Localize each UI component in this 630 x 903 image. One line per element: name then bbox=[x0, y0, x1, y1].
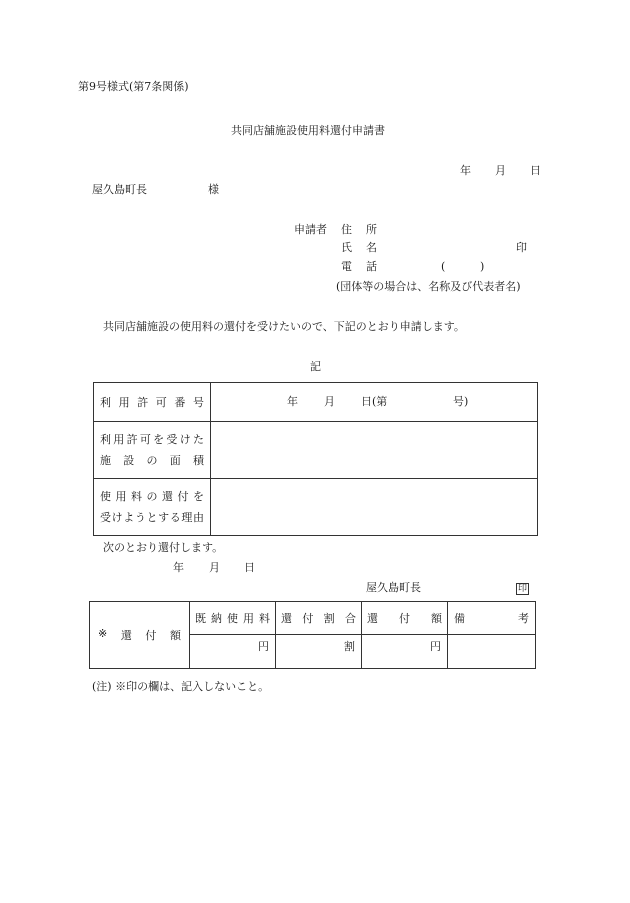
refund-ratio-value-cell[interactable] bbox=[276, 635, 362, 669]
permit-month-label: 月 bbox=[324, 395, 335, 408]
phone-label-1: 電 bbox=[341, 260, 352, 273]
refund-amount-header: 還 付 額 bbox=[367, 612, 442, 625]
remarks-header-1: 備 bbox=[454, 612, 465, 625]
refund-day-label: 日 bbox=[244, 561, 255, 574]
table-row bbox=[90, 602, 536, 635]
date-day-label: 日 bbox=[530, 164, 541, 177]
permit-number-value-cell[interactable] bbox=[211, 383, 538, 422]
paid-fee-header-cell bbox=[190, 602, 276, 635]
refund-ratio-header-cell bbox=[276, 602, 362, 635]
paid-fee-unit: 円 bbox=[258, 640, 269, 653]
refund-reason-label-cell bbox=[94, 479, 211, 536]
refund-amount-row-label: ※ 還 付 額 bbox=[98, 627, 181, 642]
remarks-header-2: 考 bbox=[518, 612, 529, 625]
refund-ratio-header: 還 付 割 合 bbox=[281, 612, 356, 625]
refund-amount-row-label-cell bbox=[90, 602, 190, 669]
table-row bbox=[94, 383, 538, 422]
facility-area-label-line1: 利 用 許 可 を 受 け た bbox=[100, 433, 204, 446]
remarks-value-cell[interactable] bbox=[448, 635, 536, 669]
permit-year-label: 年 bbox=[287, 395, 298, 408]
permit-number-suffix: 号) bbox=[453, 395, 469, 408]
refund-ratio-unit: 割 bbox=[344, 640, 355, 653]
table-row bbox=[94, 479, 538, 536]
remarks-header-cell bbox=[448, 602, 536, 635]
form-number: 第9号様式(第7条関係) bbox=[78, 80, 189, 93]
address-label-1: 住 bbox=[341, 223, 352, 236]
facility-area-value-cell[interactable] bbox=[211, 422, 538, 479]
paid-fee-header: 既 納 使 用 料 bbox=[195, 612, 270, 625]
mayor-name: 屋久島町長 bbox=[366, 581, 421, 594]
application-statement: 共同店舗施設の使用料の還付を受けたいので、下記のとおり申請します。 bbox=[103, 320, 465, 333]
refund-amount-value-cell[interactable] bbox=[362, 635, 448, 669]
permit-number-label: 利 用 許 可 番 号 bbox=[100, 396, 204, 409]
refund-year-label: 年 bbox=[173, 561, 184, 574]
mayor-seal-mark: 印 bbox=[518, 584, 528, 594]
refund-reason-label-line2: 受 け よ う と す る 理 由 bbox=[100, 511, 204, 524]
footnote: (注) ※印の欄は、記入しないこと。 bbox=[92, 680, 270, 693]
phone-paren-close: ) bbox=[480, 260, 485, 273]
name-label-2: 名 bbox=[366, 241, 377, 254]
paid-fee-value-cell[interactable] bbox=[190, 635, 276, 669]
mayor-seal bbox=[516, 581, 529, 595]
refund-reason-label-line1: 使 用 料 の 還 付 を bbox=[100, 490, 204, 503]
permit-table bbox=[93, 382, 538, 536]
refund-month-label: 月 bbox=[209, 561, 220, 574]
facility-area-label-cell bbox=[94, 422, 211, 479]
refund-amount-unit: 円 bbox=[430, 640, 441, 653]
applicant-label: 申請者 bbox=[294, 223, 327, 236]
address-label-2: 所 bbox=[366, 223, 377, 236]
addressee-honorific: 様 bbox=[208, 183, 219, 196]
date-year-label: 年 bbox=[460, 164, 471, 177]
permit-number-label-cell bbox=[94, 383, 211, 422]
addressee-name: 屋久島町長 bbox=[92, 183, 147, 196]
permit-day-label: 日(第 bbox=[361, 395, 388, 408]
document-title: 共同店舗施設使用料還付申請書 bbox=[231, 124, 385, 137]
phone-paren-open: ( bbox=[441, 260, 446, 273]
refund-notice: 次のとおり還付します。 bbox=[103, 541, 224, 554]
group-note: (団体等の場合は、名称及び代表者名) bbox=[336, 280, 521, 293]
refund-reason-value-cell[interactable] bbox=[211, 479, 538, 536]
phone-label-2: 話 bbox=[366, 260, 377, 273]
facility-area-label-line2: 施 設 の 面 積 bbox=[100, 454, 204, 467]
applicant-seal-mark: 印 bbox=[516, 241, 527, 254]
table-row bbox=[94, 422, 538, 479]
ki-label: 記 bbox=[310, 360, 321, 373]
refund-amount-header-cell bbox=[362, 602, 448, 635]
refund-table bbox=[89, 601, 536, 669]
name-label-1: 氏 bbox=[341, 241, 352, 254]
date-month-label: 月 bbox=[495, 164, 506, 177]
